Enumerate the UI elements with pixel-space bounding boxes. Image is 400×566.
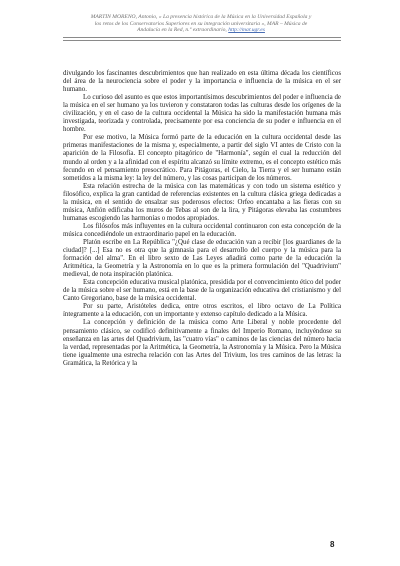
body-paragraph: Por su parte, Aristóteles dedica, entre otros escritos, el libro octavo de La Política íntegramente a la educación, con un importante y extenso capítulo dedicado a la Música.: [63, 303, 341, 319]
body-paragraph: Esta relación estrecha de la música con las matemáticas y con todo un sistema estético y filosófico, explica la gran cantidad de referencias existentes en la cultura clásica griega dedicadas a la música, en el sentido de ensalzar sus poderosos efectos: Orfeo encantaba a las fieras con su música, Anfión edificaba los muros de Tebas al son de la lira, y Pitágoras elevaba las costumbres humanas escogiendo las harmonías o modos apropiados.: [63, 182, 341, 222]
body-paragraph: Lo curioso del asunto es que estos importantísimos descubrimientos del poder e influencia de la música en el ser humano ya los tuvieron y constataron todas las culturas desde los orígenes de la civilización, y en el caso de la cultura occidental la Música ha sido la manifestación humana más investigada, teorizada y controlada, precisamente por esa conciencia de su poder e influencia en el hombre.: [63, 94, 341, 134]
body-paragraph: Esta concepción educativa musical platónica, presidida por el convencimiento ético del poder de la música sobre el ser humano, está en la base de la organización educativa del cristianismo y del Canto Gregoriano, base de la música occidental.: [63, 279, 341, 303]
body-text: [63, 70, 341, 368]
header-rule-bottom: [63, 40, 341, 41]
header-line-1: MARTÍN MORENO, Antonio, « La presencia histórica de la Música en la Universidad Española y: [90, 14, 312, 20]
header-line-2: los retos de los Conservatorios Superiores en su integración universitaria », MAR – Música de: [94, 20, 308, 27]
header-citation-text: Andalucía en la Red, n.º extraordinario,: [137, 27, 227, 34]
journal-link[interactable]: http://mar.ugr.es: [228, 27, 265, 34]
page-number: 8: [330, 540, 335, 549]
body-paragraph: Por ese motivo, la Música formó parte de la educación en la cultura occidental desde las primeras manifestaciones de la misma y, especialmente, a partir del siglo VI antes de Cristo con la aparición de la Filosofía. El concepto pitagórico de "Harmonía", según el cual la reducción del mundo al orden y a la afinidad con el espíritu alcanzó su límite extremo, es el concepto estético más fecundo en el pensamiento presocrático. Para Pitágoras, el Cielo, la Tierra y el ser humano están sometidos a la misma ley: la ley del número, y las cosas participan de los números.: [63, 134, 341, 182]
body-paragraph: Platón escribe en La República "¿Qué clase de educación van a recibir [los guardianes de la ciudad]? [...] Esa no es otra que la gimnasia para el desarrollo del cuerpo y la música para la formación del alma". En el libro sexto de Las Leyes añadirá como parte de la educación la Aritmética, la Geometría y la Astronomía en lo que es la primera formulación del "Quadrivium" medieval, de nota inspiración platónica.: [63, 238, 341, 279]
header-line-3: [70, 27, 332, 34]
body-paragraph: La concepción y definición de la música como Arte Liberal y noble procedente del pensamiento clásico, se codificó definitivamente a finales del Imperio Romano, incluyéndose su enseñanza en las artes del Quadrivium, las "cuatro vías" o caminos de las ciencias del número hacia la verdad, representadas por la Aritmética, la Geometría, la Astronomía y la Música. Pero la Música tiene igualmente una estrecha relación con las Artes del Trivium, los tres caminos de las letras: la Gramática, la Retórica y la: [63, 319, 341, 367]
running-header: [70, 14, 332, 34]
body-paragraph: divulgando los fascinantes descubrimientos que han realizado en esta última década los científicos del área de la neurociencia sobre el poder y la importancia e influencia de la música en el ser humano.: [63, 70, 341, 94]
header-rule-top: [63, 37, 341, 38]
body-paragraph: Los filósofos más influyentes en la cultura occidental continuaron con esta concepción de la música concediéndole un extraordinario papel en la educación.: [63, 222, 341, 238]
